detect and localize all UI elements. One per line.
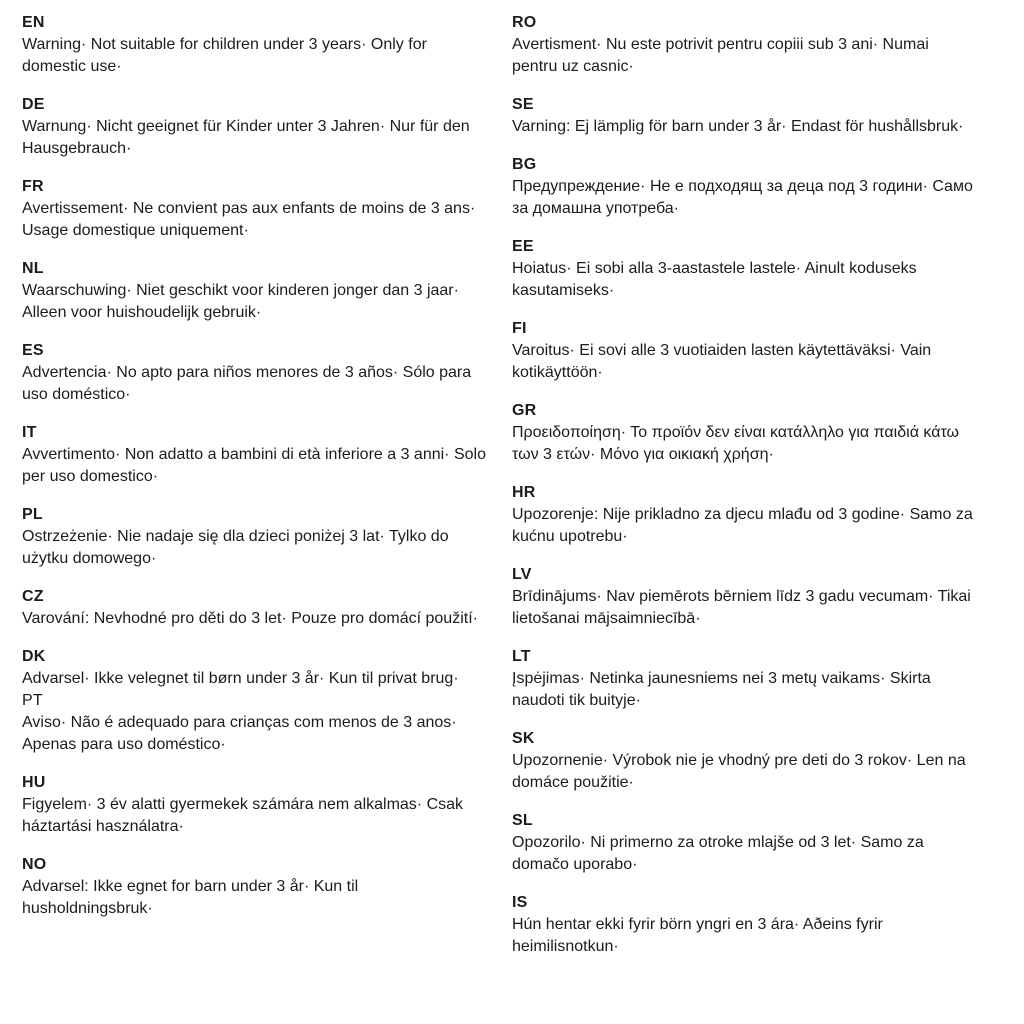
lang-code-cz: CZ (22, 588, 44, 605)
lang-text-de: Warnung· Nicht geeignet für Kinder unter 3 Jahren· Nur für den Hausgebrauch· (22, 118, 470, 157)
lang-text-gr: Προειδοποίηση· Το προϊόν δεν είναι κατάλληλο για παιδιά κάτω των 3 ετών· Μόνο για οικιακή χρήση· (512, 424, 960, 463)
lang-text-is: Hún hentar ekki fyrir börn yngri en 3 ára· Aðeins fyrir heimilisnotkun· (512, 916, 883, 955)
lang-code-pl: PL (22, 506, 43, 523)
lang-code-lv: LV (512, 566, 532, 583)
lang-text-nl: Waarschuwing· Niet geschikt voor kinderen jonger dan 3 jaar· Alleen voor huishoudelijk gebruik· (22, 282, 459, 321)
lang-text-dk: Advarsel· Ikke velegnet til børn under 3 år· Kun til privat brug· (22, 670, 459, 687)
lang-code-en: EN (22, 14, 45, 31)
lang-section-lv (512, 564, 978, 630)
lang-section-hr (512, 482, 978, 548)
lang-section-pl (22, 504, 488, 570)
lang-text-hu: Figyelem· 3 év alatti gyermekek számára nem alkalmas· Csak háztartási használatra· (22, 796, 464, 835)
lang-section-en (22, 12, 488, 78)
lang-code-it: IT (22, 424, 37, 441)
lang-text-bg: Предупреждение· Не е подходящ за деца под 3 години· Само за домашна употреба· (512, 178, 973, 217)
lang-section-fi (512, 318, 978, 384)
lang-code-ee: EE (512, 238, 534, 255)
lang-code-sl: SL (512, 812, 533, 829)
lang-section-sk (512, 728, 978, 794)
lang-code-hr: HR (512, 484, 536, 501)
lang-section-se (512, 94, 978, 138)
lang-code-sk: SK (512, 730, 535, 747)
lang-section-de (22, 94, 488, 160)
lang-text-es: Advertencia· No apto para niños menores de 3 años· Sólo para uso doméstico· (22, 364, 472, 403)
right-column (512, 12, 978, 974)
lang-text-lv: Brīdinājums· Nav piemērots bērniem līdz 3 gadu vecumam· Tikai lietošanai mājsaimniecībā· (512, 588, 971, 627)
lang-section-is (512, 892, 978, 958)
lang-code-no: NO (22, 856, 47, 873)
lang-section-fr (22, 176, 488, 242)
lang-text-no: Advarsel: Ikke egnet for barn under 3 år· Kun til husholdningsbruk· (22, 878, 359, 917)
lang-section-bg (512, 154, 978, 220)
lang-section-sl (512, 810, 978, 876)
lang-code-lt: LT (512, 648, 531, 665)
lang-code-de: DE (22, 96, 45, 113)
lang-section-lt (512, 646, 978, 712)
lang-text-lt: Įspėjimas· Netinka jaunesniems nei 3 metų vaikams· Skirta naudoti tik buityje· (512, 670, 931, 709)
lang-text-pl: Ostrzeżenie· Nie nadaje się dla dzieci poniżej 3 lat· Tylko do użytku domowego· (22, 528, 449, 567)
left-column (22, 12, 488, 974)
lang-section-dk (22, 646, 488, 690)
lang-section-ro (512, 12, 978, 78)
lang-code-hu: HU (22, 774, 46, 791)
lang-text-en: Warning· Not suitable for children under 3 years· Only for domestic use· (22, 36, 427, 75)
lang-text-sk: Upozornenie· Výrobok nie je vhodný pre deti do 3 rokov· Len na domáce použitie· (512, 752, 966, 791)
lang-code-pt: PT (22, 692, 43, 709)
lang-text-fi: Varoitus· Ei sovi alle 3 vuotiaiden lasten käytettäväksi· Vain kotikäyttöön· (512, 342, 932, 381)
lang-text-sl: Opozorilo· Ni primerno za otroke mlajše od 3 let· Samo za domačo uporabo· (512, 834, 924, 873)
lang-code-nl: NL (22, 260, 44, 277)
lang-code-bg: BG (512, 156, 537, 173)
lang-text-ee: Hoiatus· Ei sobi alla 3-aastastele lastele· Ainult koduseks kasutamiseks· (512, 260, 917, 299)
lang-code-ro: RO (512, 14, 537, 31)
warning-sheet (22, 12, 1006, 974)
lang-section-no (22, 854, 488, 920)
lang-text-pt: Aviso· Não é adequado para crianças com menos de 3 anos· Apenas para uso doméstico· (22, 714, 457, 753)
lang-code-dk: DK (22, 648, 46, 665)
lang-section-hu (22, 772, 488, 838)
lang-text-se: Varning: Ej lämplig för barn under 3 år· Endast för hushållsbruk· (512, 118, 964, 135)
lang-text-fr: Avertissement· Ne convient pas aux enfants de moins de 3 ans· Usage domestique uniquement· (22, 200, 476, 239)
lang-text-cz: Varování: Nevhodné pro děti do 3 let· Pouze pro domácí použití· (22, 610, 478, 627)
lang-code-es: ES (22, 342, 44, 359)
lang-code-fr: FR (22, 178, 44, 195)
lang-code-se: SE (512, 96, 534, 113)
lang-code-gr: GR (512, 402, 537, 419)
lang-section-pt (22, 690, 488, 756)
lang-section-gr (512, 400, 978, 466)
lang-text-it: Avvertimento· Non adatto a bambini di età inferiore a 3 anni· Solo per uso domestico· (22, 446, 486, 485)
lang-code-is: IS (512, 894, 528, 911)
lang-text-hr: Upozorenje: Nije prikladno za djecu mlađu od 3 godine· Samo za kućnu upotrebu· (512, 506, 973, 545)
lang-text-ro: Avertisment· Nu este potrivit pentru copiii sub 3 ani· Numai pentru uz casnic· (512, 36, 929, 75)
lang-code-fi: FI (512, 320, 527, 337)
lang-section-es (22, 340, 488, 406)
lang-section-it (22, 422, 488, 488)
lang-section-ee (512, 236, 978, 302)
lang-section-nl (22, 258, 488, 324)
lang-section-cz (22, 586, 488, 630)
